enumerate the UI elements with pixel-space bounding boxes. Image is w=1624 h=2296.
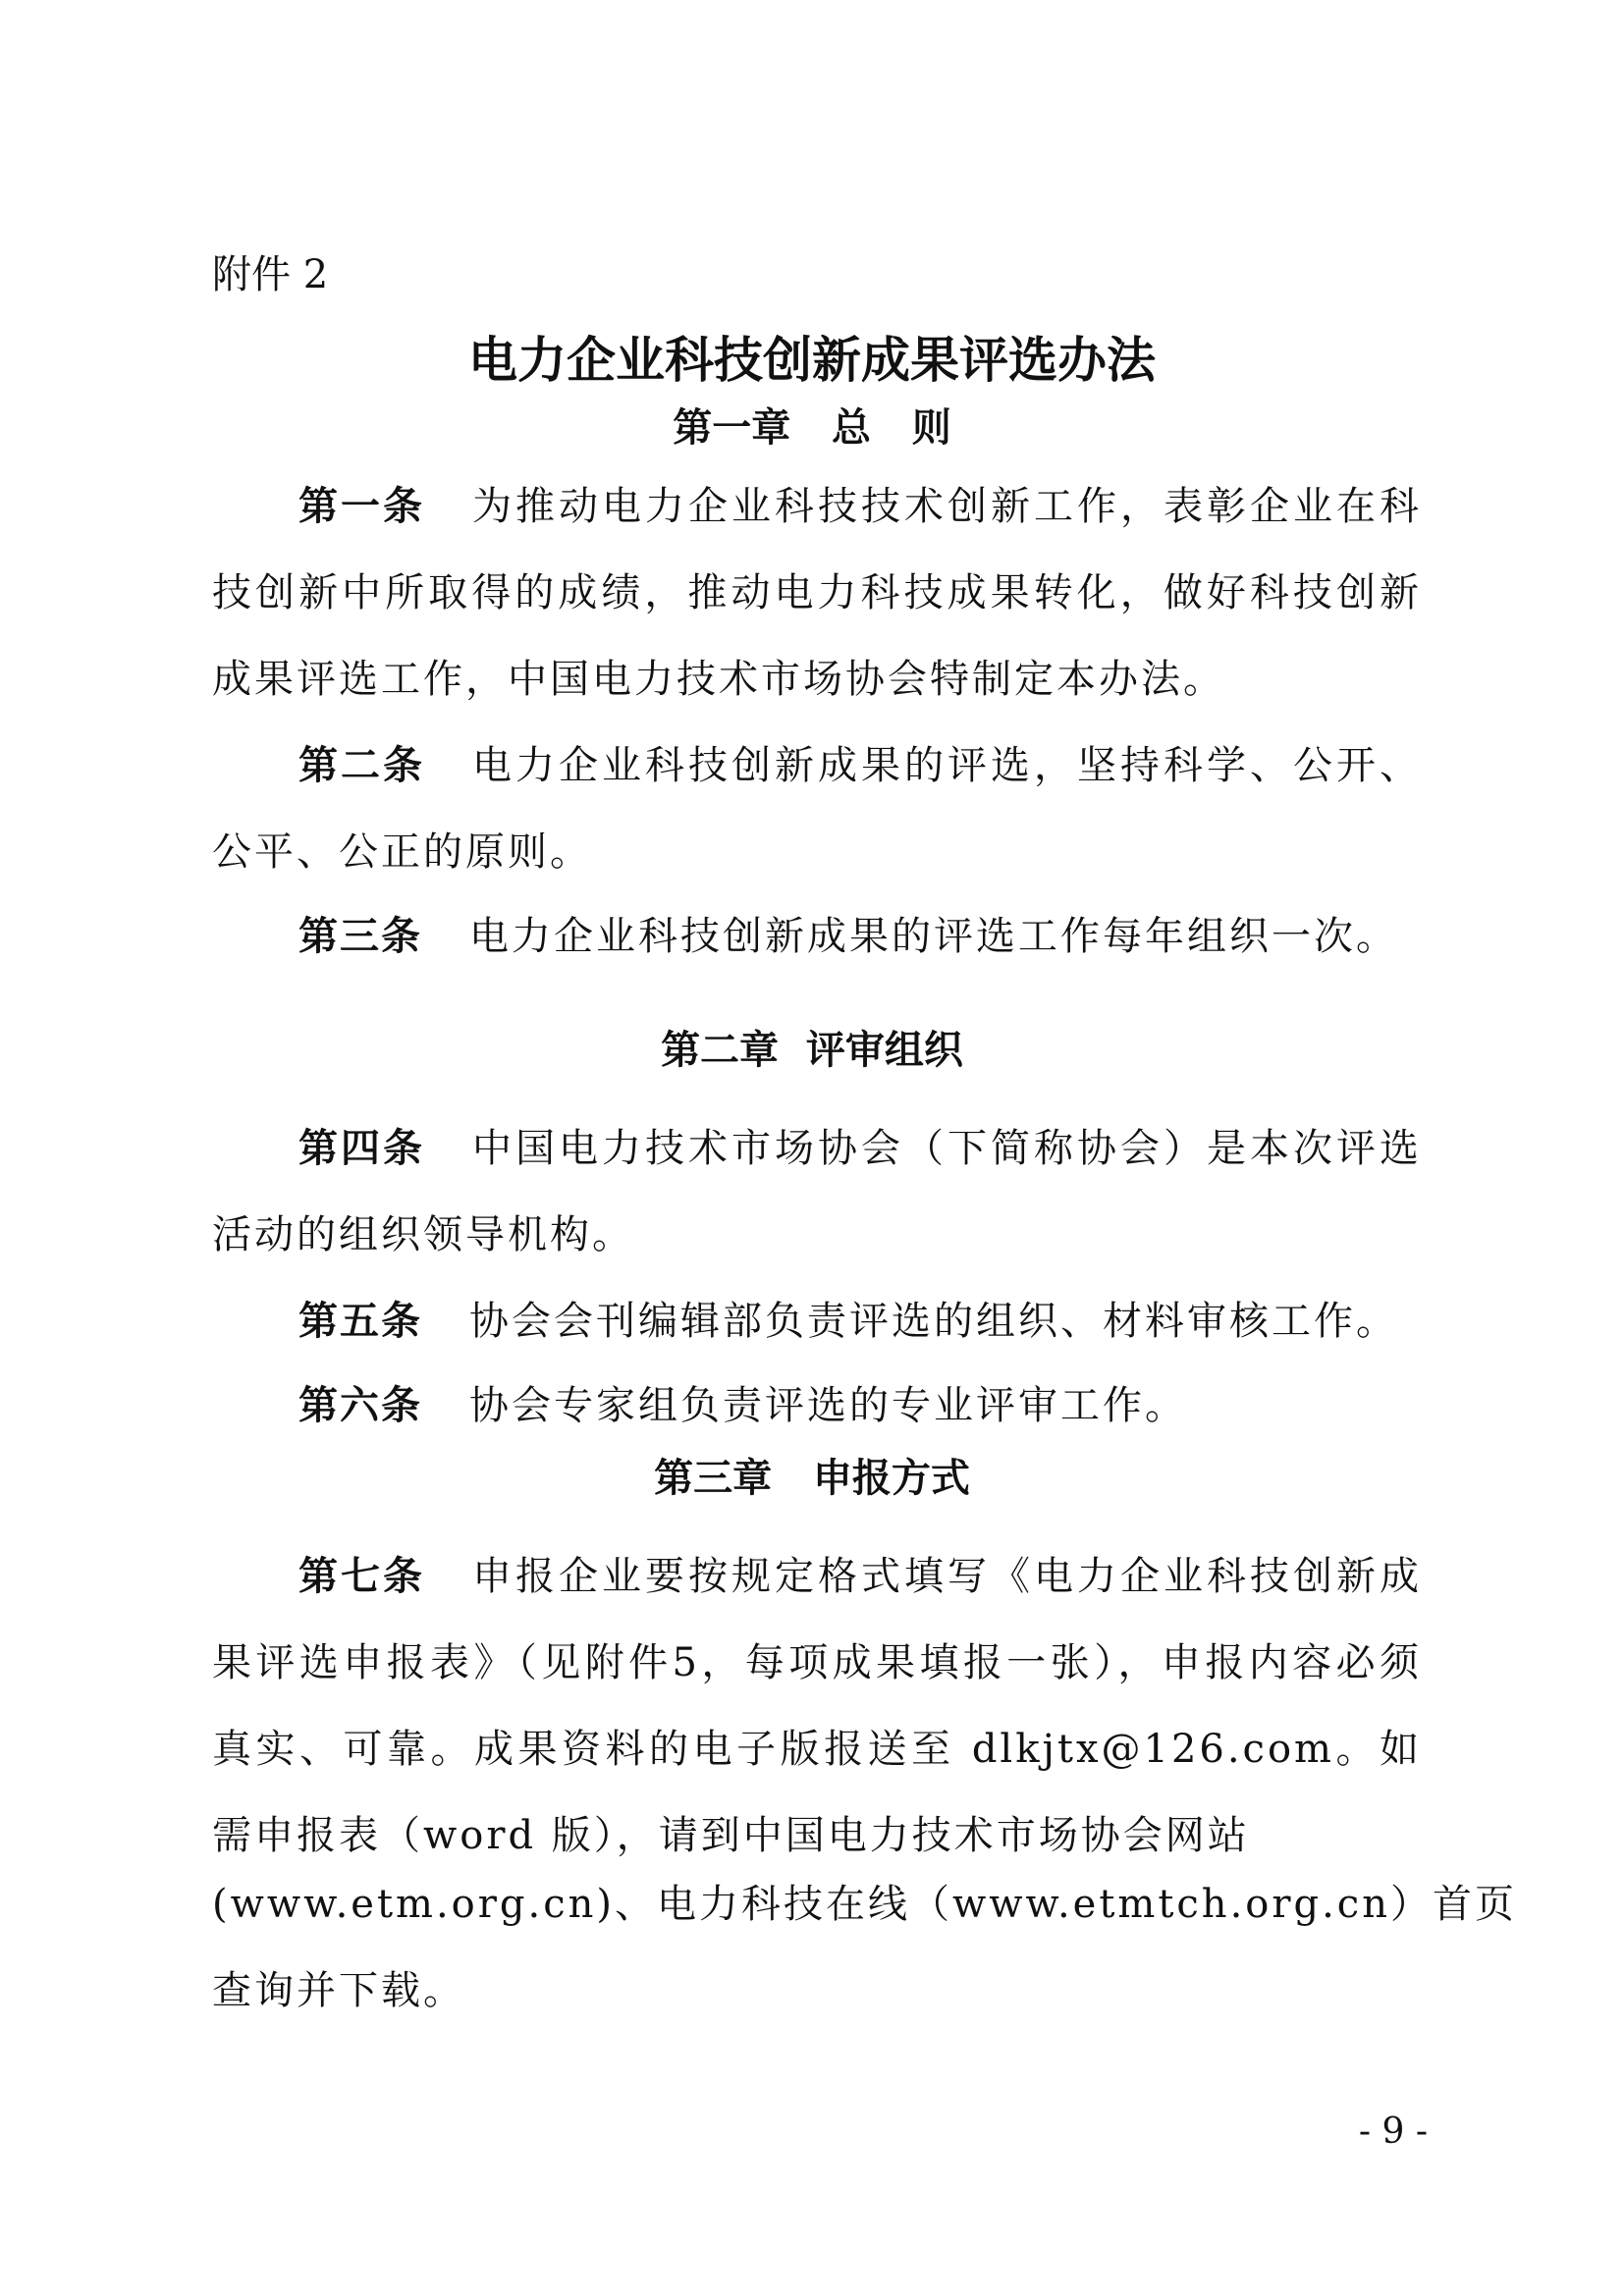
article-1 [212, 463, 1422, 722]
article-3-text: 电力企业科技创新成果的评选工作每年组织一次。 [469, 914, 1398, 959]
article-5 [212, 1278, 1422, 1364]
chapter-1-heading: 第一章 总 则 [673, 405, 951, 451]
article-6-text: 协会专家组负责评选的专业评审工作。 [469, 1383, 1187, 1428]
article-7 [212, 1533, 1422, 1879]
article-3 [212, 893, 1422, 980]
document-title: 电力企业科技创新成果评选办法 [468, 332, 1156, 389]
article-5-label: 第五条 [298, 1299, 422, 1344]
article-7-final-line: 查询并下载。 [212, 1968, 465, 2013]
article-6-label: 第六条 [298, 1383, 422, 1428]
article-2 [212, 722, 1422, 895]
article-1-label: 第一条 [298, 484, 425, 529]
article-1-text: 为推动电力企业科技技术创新工作，表彰企业在科技创新中所取得的成绩，推动电力科技成果转化，做好科技创新成果评选工作，中国电力技术市场协会特制定本办法。 [212, 484, 1422, 702]
page-number: - 9 - [1358, 2111, 1428, 2152]
article-4-text: 中国电力技术市场协会（下简称协会）是本次评选活动的组织领导机构。 [212, 1126, 1422, 1257]
article-6 [212, 1362, 1422, 1449]
article-2-text: 电力企业科技创新成果的评选，坚持科学、公开、公平、公正的原则。 [212, 743, 1422, 875]
annex-label: 附件 2 [212, 252, 329, 297]
chapter-3-heading: 第三章 申报方式 [654, 1456, 970, 1501]
article-3-label: 第三条 [298, 914, 422, 959]
article-5-text: 协会会刊编辑部负责评选的组织、材料审核工作。 [469, 1299, 1398, 1344]
article-4 [212, 1105, 1422, 1278]
article-7-urls-line: (www.etm.org.cn)、电力科技在线（www.etmtch.org.cn）首页 [212, 1882, 1517, 1927]
chapter-2-heading: 第二章 评审组织 [661, 1028, 963, 1073]
article-7-text: 申报企业要按规定格式填写《电力企业科技创新成果评选申报表》（见附件5，每项成果填报一张），申报内容必须真实、可靠。成果资料的电子版报送至 dlkjtx@126.com。如需申报表（word 版），请到中国电力技术市场协会网站 [212, 1554, 1422, 1858]
article-4-label: 第四条 [298, 1126, 425, 1171]
article-2-label: 第二条 [298, 743, 425, 788]
article-7-label: 第七条 [298, 1554, 425, 1599]
